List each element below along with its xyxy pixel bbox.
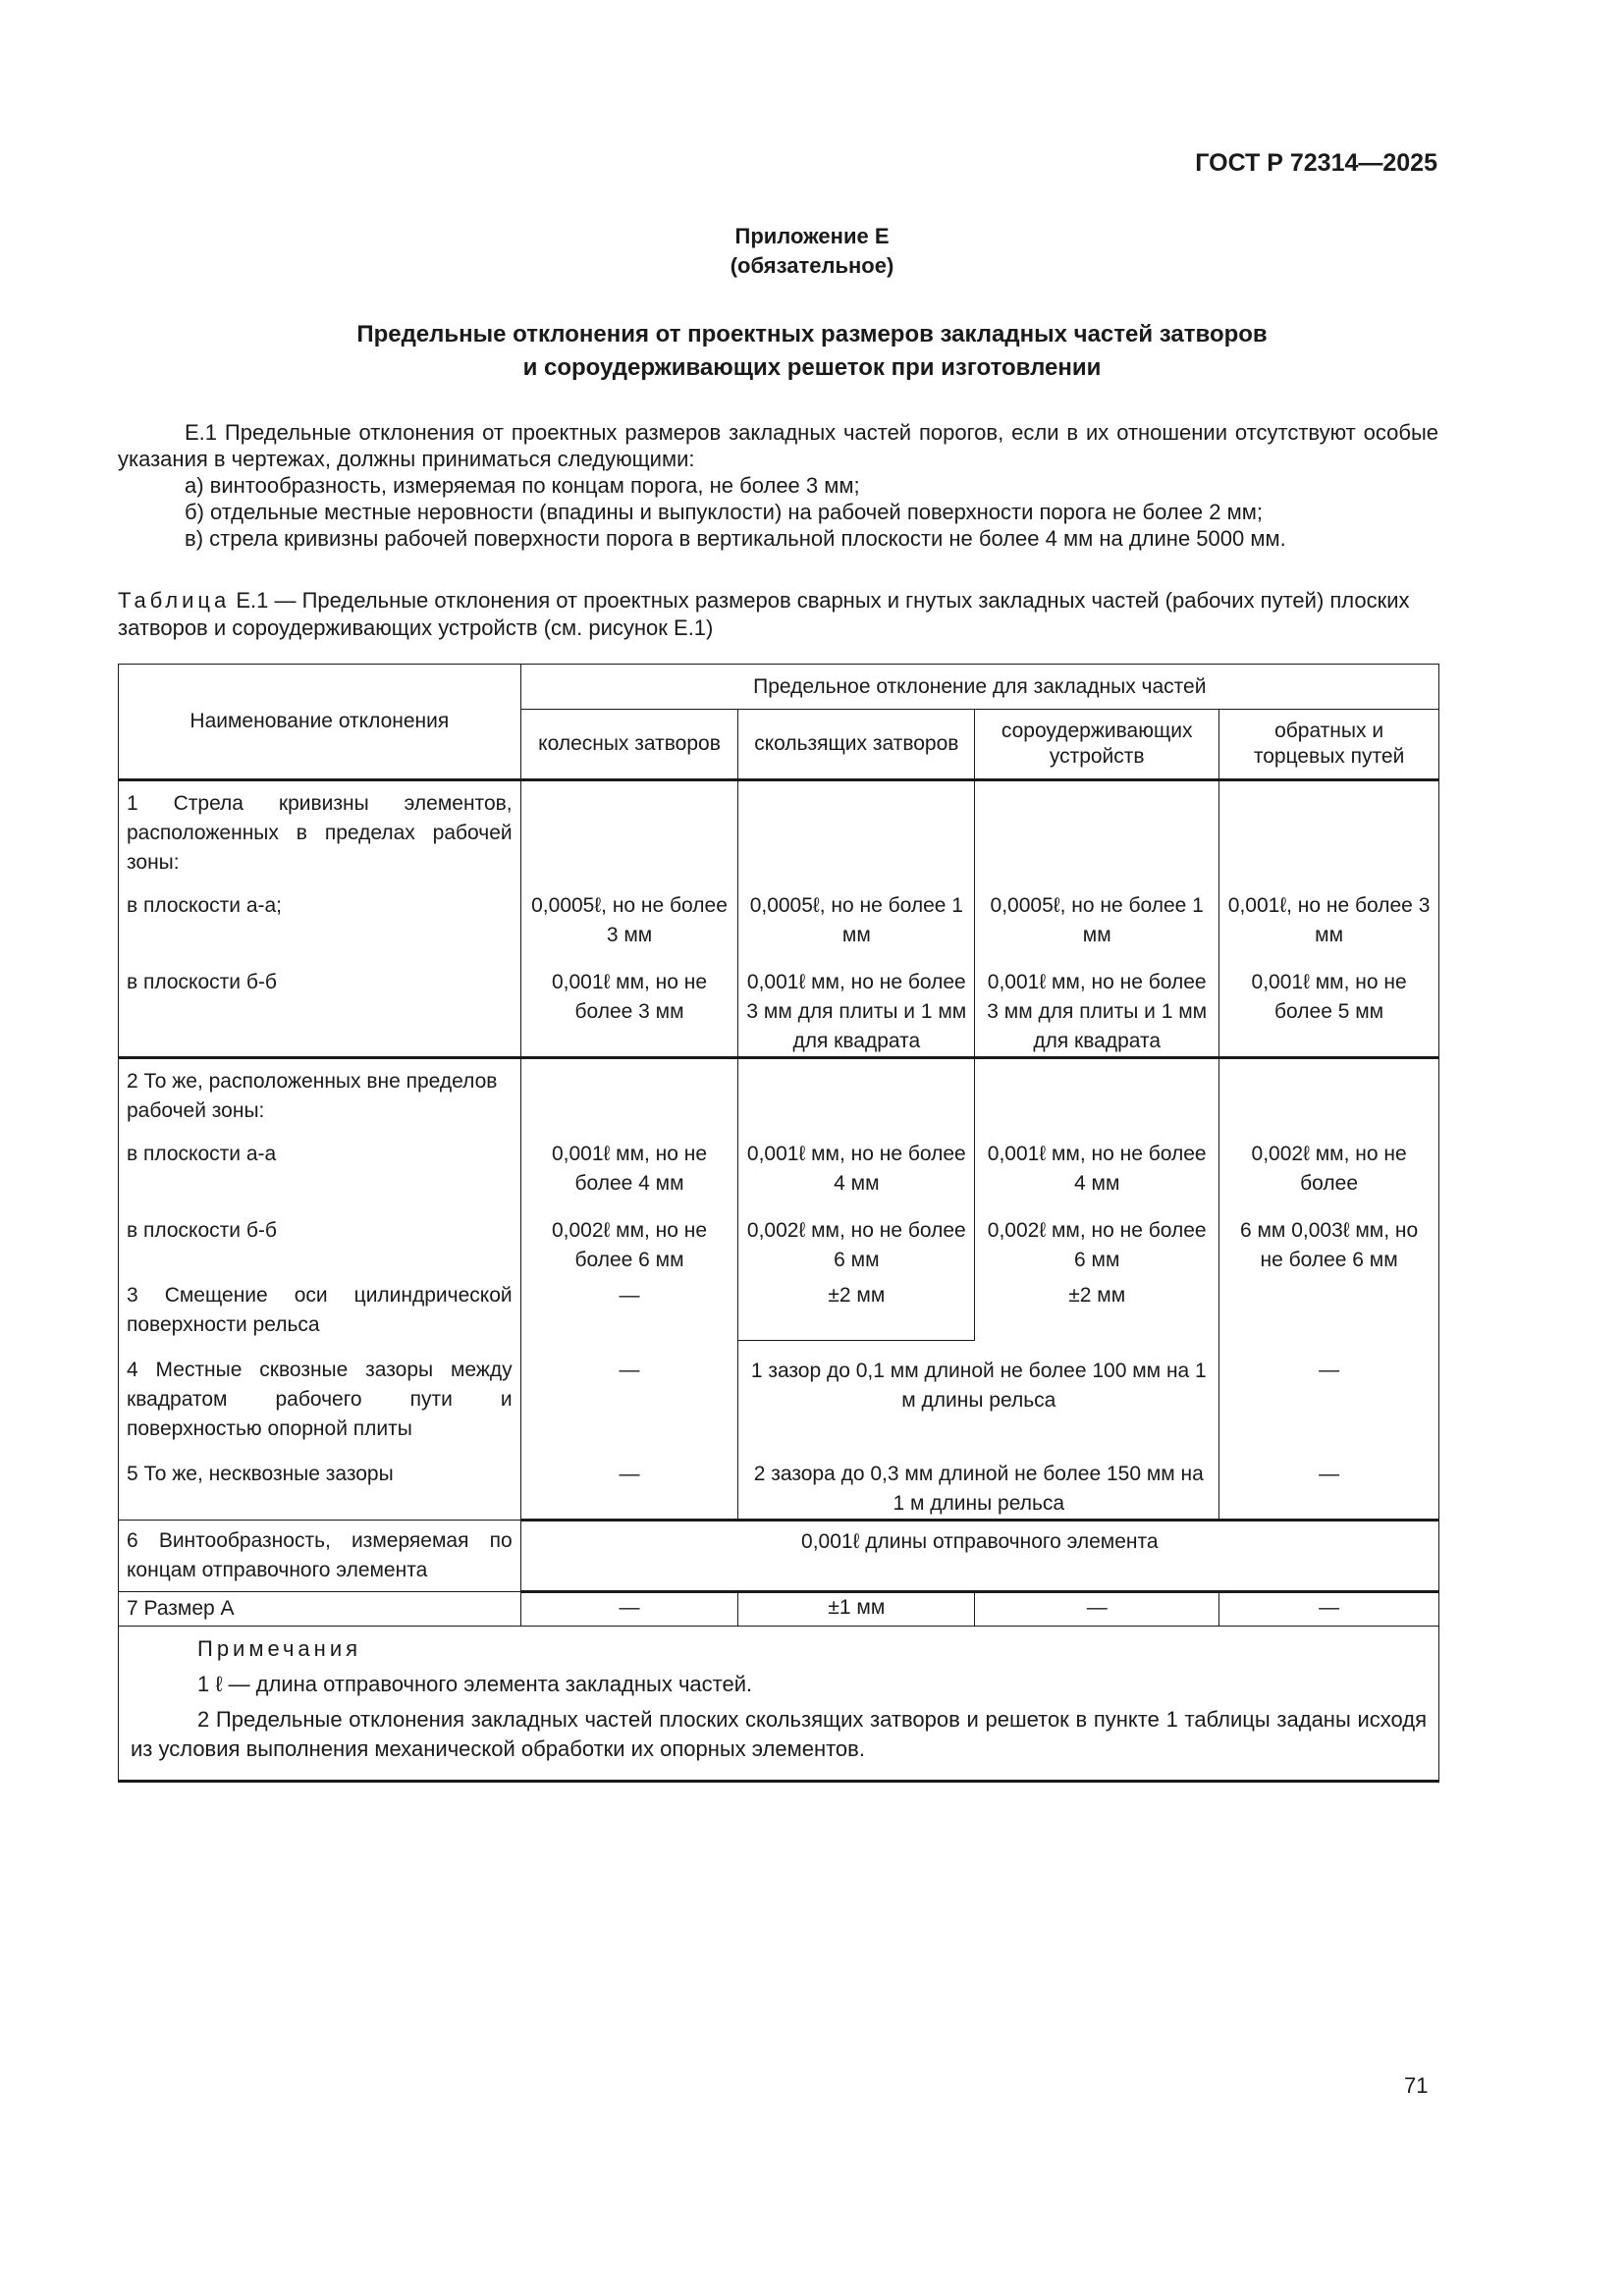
cell: 0,001ℓ мм, но не более 5 мм	[1219, 950, 1439, 1058]
table-row-2b	[119, 1199, 1439, 1275]
header-name-column: Наименование отклонения	[119, 665, 521, 780]
cell: 0,002ℓ мм, но не более 6 мм	[520, 1199, 738, 1275]
table-row-1-title	[119, 780, 1439, 879]
cell: 0,0005ℓ, но не более 3 мм	[520, 878, 738, 950]
cell: —	[520, 1275, 738, 1340]
row-4-label: 4 Местные сквозные зазоры между квадратом рабочего пути и поверхностью опорной плиты	[119, 1340, 521, 1444]
cell: 2 зазора до 0,3 мм длиной не более 150 мм на 1 м длины рельса	[738, 1444, 1219, 1521]
cell	[1219, 1275, 1439, 1340]
table-row-2-title	[119, 1058, 1439, 1127]
table-row-1b	[119, 950, 1439, 1058]
cell: —	[1219, 1592, 1439, 1627]
cell: 1 зазор до 0,1 мм длиной не более 100 мм на 1 м длины рельса	[738, 1340, 1219, 1444]
table-caption	[118, 587, 1438, 642]
cell: 0,001ℓ, но не более 3 мм	[1219, 878, 1439, 950]
row-6-label: 6 Винтообразность, измеряемая по концам отправочного элемента	[119, 1521, 521, 1592]
cell: 0,0005ℓ, но не более 1 мм	[975, 878, 1219, 950]
table-caption-text: Е.1 — Предельные отклонения от проектных размеров сварных и гнутых закладных частей (рабочих путей) плоских затворов и сороудерживающих устройств (см. рисунок Е.1)	[118, 588, 1410, 640]
cell: 6 мм 0,003ℓ мм, но не более 6 мм	[1219, 1199, 1439, 1275]
appendix-title-line2: и сороудерживающих решеток при изготовлении	[522, 354, 1102, 381]
table-caption-prefix: Таблица	[118, 588, 231, 613]
note-2: 2 Предельные отклонения закладных частей плоских скользящих затворов и решеток в пункте 1 таблицы заданы исходя из условия выполнения механической обработки их опорных элементов.	[131, 1707, 1427, 1761]
note-1: 1 ℓ — длина отправочного элемента закладных частей.	[197, 1672, 753, 1696]
table-row-2a	[119, 1126, 1439, 1199]
table-row-6	[119, 1521, 1439, 1592]
cell: 0,001ℓ мм, но не более 4 мм	[975, 1126, 1219, 1199]
table-notes	[119, 1627, 1439, 1782]
header-col-trash-racks: сороудерживающих устройств	[975, 710, 1219, 780]
appendix-label: Приложение Е	[734, 224, 890, 248]
row-2-label: 2 То же, расположенных вне пределов рабочей зоны:	[119, 1058, 521, 1127]
cell: ±2 мм	[738, 1275, 975, 1340]
table-row-1a	[119, 878, 1439, 950]
row-2b-label: в плоскости б-б	[119, 1199, 521, 1275]
appendix-status: (обязательное)	[730, 253, 894, 278]
row-1a-label: в плоскости а-а;	[119, 878, 521, 950]
cell: —	[520, 1444, 738, 1521]
list-item-b: б) отдельные местные неровности (впадины и выпуклости) на рабочей поверхности порога не более 2 мм;	[185, 500, 1263, 524]
cell: —	[975, 1592, 1219, 1627]
list-item-c: в) стрела кривизны рабочей поверхности порога в вертикальной плоскости не более 4 мм на длине 5000 мм.	[185, 526, 1286, 551]
header-col-reverse-end-tracks: обратных и торцевых путей	[1219, 710, 1439, 780]
cell: 0,0005ℓ, но не более 1 мм	[738, 878, 975, 950]
row-3-label: 3 Смещение оси цилиндрической поверхности рельса	[119, 1275, 521, 1340]
cell: 0,002ℓ мм, но не более	[1219, 1126, 1439, 1199]
table-row-7	[119, 1592, 1439, 1627]
header-col-sliding-gates: скользящих затворов	[738, 710, 975, 780]
row-1-label: 1 Стрела кривизны элементов, расположенных в пределах рабочей зоны:	[119, 780, 521, 879]
cell: —	[520, 1592, 738, 1627]
header-col-wheel-gates: колесных затворов	[520, 710, 738, 780]
page-number: 71	[1404, 2073, 1429, 2098]
row-5-label: 5 То же, несквозные зазоры	[119, 1444, 521, 1521]
row-7-label: 7 Размер А	[119, 1592, 521, 1627]
notes-title: Примечания	[197, 1636, 362, 1661]
cell: 0,002ℓ мм, но не более 6 мм	[738, 1199, 975, 1275]
deviation-table	[118, 664, 1439, 1783]
cell: 0,001ℓ мм, но не более 3 мм	[520, 950, 738, 1058]
table-row-5	[119, 1444, 1439, 1521]
header-group: Предельное отклонение для закладных частей	[520, 665, 1438, 710]
table-row-3	[119, 1275, 1439, 1340]
cell: 0,001ℓ мм, но не более 3 мм для плиты и 1 мм для квадрата	[738, 950, 975, 1058]
table-row-4	[119, 1340, 1439, 1444]
cell: 0,001ℓ мм, но не более 4 мм	[738, 1126, 975, 1199]
row-2a-label: в плоскости а-а	[119, 1126, 521, 1199]
cell: ±1 мм	[738, 1592, 975, 1627]
cell: 0,002ℓ мм, но не более 6 мм	[975, 1199, 1219, 1275]
appendix-title-line1: Предельные отклонения от проектных размеров закладных частей затворов	[356, 321, 1268, 347]
cell: 0,001ℓ мм, но не более 3 мм для плиты и 1 мм для квадрата	[975, 950, 1219, 1058]
cell: 0,001ℓ мм, но не более 4 мм	[520, 1126, 738, 1199]
cell: —	[1219, 1340, 1439, 1444]
table-notes-row	[119, 1627, 1439, 1782]
cell: ±2 мм	[975, 1275, 1219, 1340]
document-code: ГОСТ Р 72314—2025	[1195, 149, 1437, 177]
cell: 0,001ℓ длины отправочного элемента	[520, 1521, 1438, 1592]
cell: —	[520, 1340, 738, 1444]
cell: —	[1219, 1444, 1439, 1521]
row-1b-label: в плоскости б-б	[119, 950, 521, 1058]
section-e1-intro: Е.1 Предельные отклонения от проектных размеров закладных частей порогов, если в их отношении отсутствуют особые указания в чертежах, должны приниматься следующими:	[118, 420, 1438, 471]
list-item-a: а) винтообразность, измеряемая по концам порога, не более 3 мм;	[185, 473, 860, 498]
